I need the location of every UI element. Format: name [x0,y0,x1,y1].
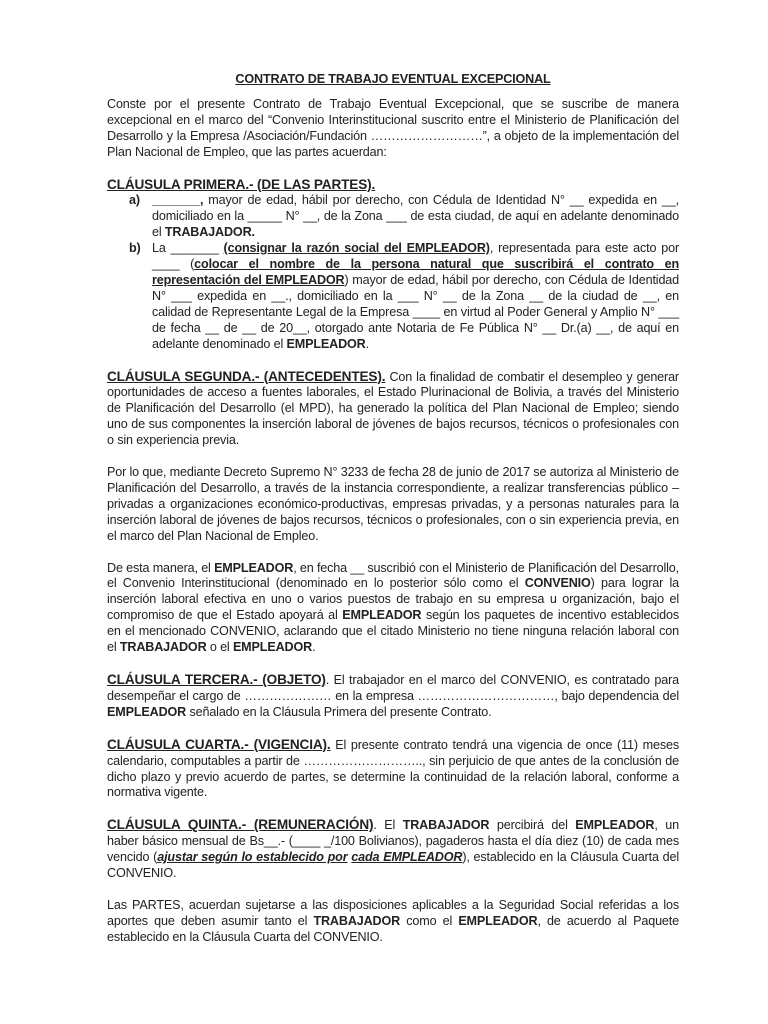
social-security-paragraph [107,898,679,946]
clause-cuarta-text: El presente contrato tendrá una vigencia de once (11) meses calendario, computables a partir de ……………………….., sin perjuicio de que antes de la conclusión de dicho plazo y previo acuerdo de partes, se determine la continuidad de la relación laboral, conforme a normativa vigente. [107,737,680,800]
trabajador-term: TRABAJADOR [313,913,401,928]
party-b-intro: La _______ [152,241,224,256]
convenio-text-1: De esta manera, el [107,560,215,575]
party-a-text [152,193,679,241]
employer-name-instruction: (consignar la razón social del EMPLEADOR) [223,241,490,256]
party-b-item [107,241,679,352]
party-b-text [152,241,679,352]
intro-paragraph: Conste por el presente Contrato de Trabajo Eventual Excepcional, que se suscribe de manera excepcional en el marco del “Convenio Interinstitucional suscrito entre el Ministerio de Planificación del Desarrollo y la Empresa /Asociación/Fundación ………………………”, a objeto de la implementación del Plan Nacional de Empleo, que las partes acuerdan: [107,96,679,159]
empleador-term: EMPLEADOR [342,608,422,623]
party-b-representative: , representada para este acto por ____ ( [152,241,679,272]
clause-tercera [107,672,679,721]
document-title: CONTRATO DE TRABAJO EVENTUAL EXCEPCIONAL [235,72,551,86]
convenio-term: CONVENIO [524,576,591,591]
salary-instruction-2: cada EMPLEADOR [351,850,463,865]
clause-quinta [107,817,679,882]
convenio-text-2: , en fecha __ suscribió con el Ministerio de Planificación del Desarrollo, el Convenio Interinstitucional (denominado en lo posterior sólo como el [107,560,679,591]
list-marker-a: a) [129,193,140,208]
contract-page [107,72,679,946]
trabajador-term: TRABAJADOR [402,818,490,833]
clause-primera-heading: CLÁUSULA PRIMERA.- (DE LAS PARTES). [107,176,376,192]
clause-quinta-text-3: , un haber básico mensual de Bs__.- (____ _/100 Bolivianos), pagaderos hasta el día diez (10) de cada mes vencido ( [107,818,679,865]
convenio-paragraph [107,561,679,656]
empleador-term: EMPLEADOR [575,818,655,833]
party-b-end: . [365,336,369,351]
empleador-term: EMPLEADOR [107,704,187,719]
parties-list [107,193,679,352]
clause-primera [107,177,679,353]
clause-tercera-text-1: . El trabajador en el marco del CONVENIO, es contratado para desempeñar el cargo de ………………… en la empresa ……………………………, bajo dependencia del [107,673,679,703]
empleador-term: EMPLEADOR [286,336,366,351]
empleador-term: EMPLEADOR [458,913,538,928]
clause-quinta-text-4: ), establecido en la Cláusula Cuarta del CONVENIO. [107,850,679,881]
social-security-text-3: , de acuerdo al Paquete establecido en la Cláusula Cuarta del CONVENIO. [107,913,679,944]
social-security-text-2: como el [400,913,459,928]
convenio-text-6: . [312,640,316,655]
representative-name-instruction: colocar el nombre de la persona natural que suscribirá el contrato en representación del EMPLEADOR [152,257,680,287]
trabajador-term: TRABAJADOR. [164,225,255,240]
clause-tercera-heading: CLÁUSULA TERCERA.- (OBJETO) [107,672,326,687]
clause-cuarta [107,737,679,802]
party-a-item [107,193,679,241]
convenio-text-5: o el [206,640,233,655]
empleador-term: EMPLEADOR [232,640,313,655]
clause-quinta-heading: CLÁUSULA QUINTA.- (REMUNERACIÓN) [107,817,374,833]
social-security-text-1: Las PARTES, acuerdan sujetarse a las disposiciones aplicables a la Seguridad Social referidas a los aportes que deben asumir tanto el [107,897,679,928]
convenio-text-4: según los paquetes de incentivo establecidos en el mencionado CONVENIO, aclarando que el citado Ministerio no tiene ninguna relación laboral con el [107,608,680,655]
worker-name-blank: _______, [152,193,204,208]
convenio-text-3: ) para lograr la inserción laboral efectiva en uno o varios puestos de trabajo en su empresa u organización, bajo el compromiso de que el Estado apoyará al [107,576,680,623]
clause-quinta-text-1: . El [373,818,403,833]
party-b-details: ) mayor de edad, hábil por derecho, con Cédula de Identidad N° ___ expedida en __., domiciliado en la ___ N° __ de la Zona __ de la ciudad de __, en calidad de Representante Legal de la Empresa ____ en virtud al Poder General y Amplio N° ___ de fecha __ de __ de 20__, otorgado ante Notaria de Fe Pública N° __ Dr.(a) __, de aquí en adelante denominado el [152,272,679,351]
clause-cuarta-heading: CLÁUSULA CUARTA.- (VIGENCIA). [107,736,331,752]
clause-tercera-text-2: señalado en la Cláusula Primera del presente Contrato. [186,704,492,719]
decree-paragraph: Por lo que, mediante Decreto Supremo N° 3233 de fecha 28 de junio de 2017 se autoriza al Ministerio de Planificación del Desarrollo, a través de la instancia correspondiente, a realizar transferencias público – privadas a organizaciones económico-productivas, empresas privadas, y a personas naturales para la inserción laboral de jóvenes de bajos recursos, técnicos o profesionales, con o sin experiencia previa, en el marco del Plan Nacional de Empleo. [107,465,679,543]
clause-segunda-text: Con la finalidad de combatir el desempleo y generar oportunidades de acceso a fuentes laborales, el Estado Plurinacional de Bolivia, a través del Ministerio de Planificación del Desarrollo (el MPD), ha generado la política del Plan Nacional de Empleo; siendo uno de sus componentes la inserción laboral de jóvenes de bajos recursos, técnicos o profesionales con o sin experiencia previa. [107,369,679,448]
list-marker-b: b) [129,241,141,256]
party-a-details: mayor de edad, hábil por derecho, con Cédula de Identidad N° __ expedida en __, domiciliado en la _____ N° __, de la Zona ___ de esta ciudad, de aquí en adelante denominado el [152,193,679,240]
clause-segunda [107,369,679,450]
salary-instruction-1: ajustar según lo establecido por [157,850,348,865]
clause-segunda-heading: CLÁUSULA SEGUNDA.- (ANTECEDENTES). [107,368,386,384]
clause-quinta-text-2: percibirá del [489,818,576,833]
trabajador-term: TRABAJADOR [119,640,207,655]
empleador-term: EMPLEADOR [214,560,294,575]
